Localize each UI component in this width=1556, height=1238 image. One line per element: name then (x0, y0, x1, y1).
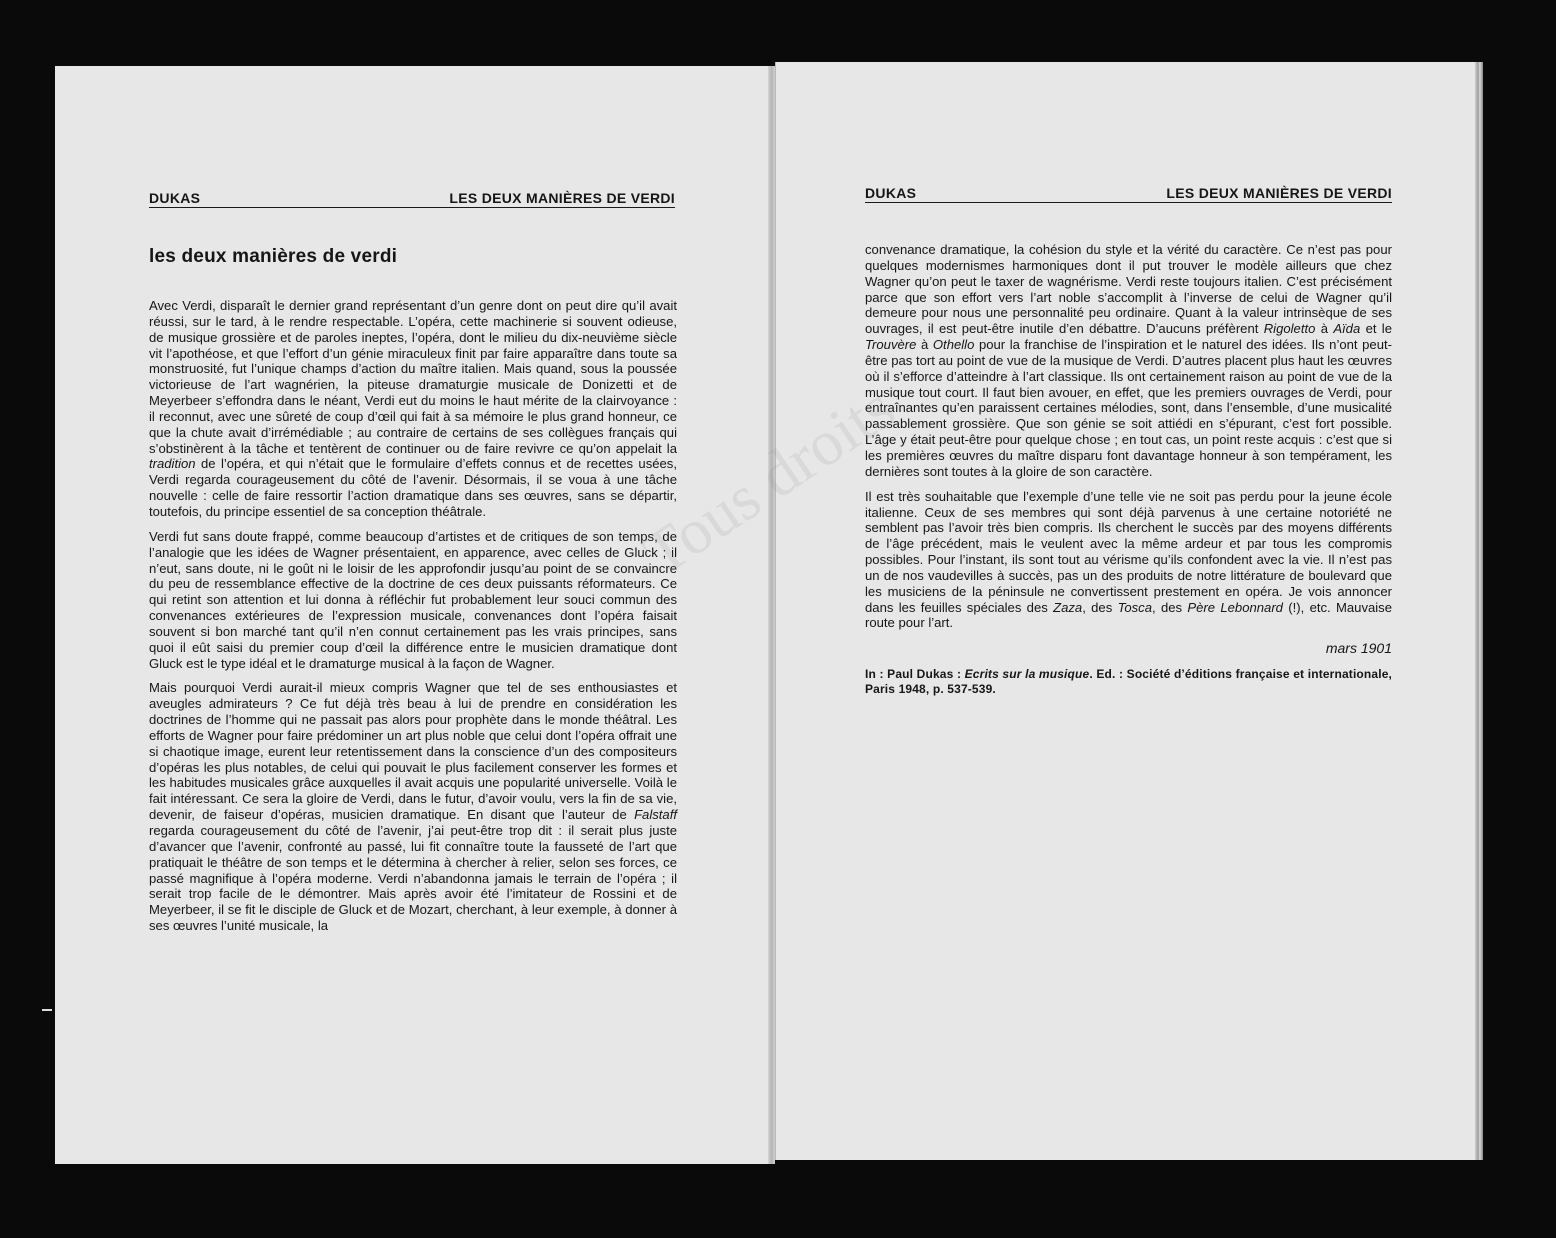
italic-title: Trouvère (865, 337, 917, 353)
text-run: (!), etc. Mauvaise route pour l’art. (865, 599, 1393, 631)
body-paragraph (865, 489, 1392, 632)
italic-title: Ecrits sur la musique (964, 667, 1090, 682)
italic-title: Aïda (1333, 321, 1361, 337)
header-author: DUKAS (149, 190, 201, 206)
body-paragraph (149, 680, 677, 934)
body-paragraph (865, 242, 1392, 480)
text-run: et le (1360, 321, 1392, 337)
italic-title: Père Lebonnard (1187, 599, 1283, 615)
text-run: . Ed. : Société d’éditions française et internationale, Paris 1948, p. 537-539. (865, 667, 1392, 696)
running-header (865, 185, 1392, 203)
article-body-continued (865, 242, 1392, 696)
text-run: Mais pourquoi Verdi aurait-il mieux compris Wagner que tel de ses enthousiastes et aveugles admirateurs ? Ce fut déjà très beau à lui de prendre en considération les doctrines de l’homme qui ne passait pas alors pour prophète dans le monde théâtral. Les efforts de Wagner pour faire prédominer un art plus noble que celui dont l’opéra offrait une si chaotique image, eurent leur retentissement dans la conscience d’un des compositeurs d’opéras les plus notables, de celui qui pouvait le plus facilement conserver les formes et les habitudes musicales grâce auxquelles il avait acquis une popularité universelle. Voilà le fait intéressant. Ce sera la gloire de Verdi, dans le futur, d’avoir voulu, vers la fin de sa vie, devenir, de faiseur d’opéras, musicien dramatique. En disant que l’auteur de (149, 680, 677, 823)
text-run: regarda courageusement du côté de l’avenir, j’ai peut-être trop dit : il serait plus juste d’avancer que l’avenir, confronté au passé, lui fit connaître toute la fausseté de l’art que pratiquait le théâtre de son temps et le détermina à chercher à relier, selon ses forces, ce passé magnifique à l’opéra moderne. Verdi n’abandonna jamais le terrain de l’opéra ; il serait trop facile de le démontrer. Mais après avoir été l’imitateur de Rossini et de Meyerbeer, il se fit le disciple de Gluck et de Mozart, cherchant, à leur exemple, à donner à ses œuvres l’unité musicale, la (149, 823, 677, 934)
text-run: à (1315, 321, 1334, 337)
article-title: les deux manières de verdi (149, 246, 398, 267)
text-run: , des (1152, 599, 1188, 615)
header-title: LES DEUX MANIÈRES DE VERDI (449, 190, 675, 206)
text-run: Avec Verdi, disparaît le dernier grand représentant d’un genre dont on peut dire qu’il avait réussi, sur le tard, à le rendre respectable. L’opéra, cette machinerie si souvent odieuse, de musique grossière et de paroles ineptes, l’opéra, dont le milieu du dix-neuvième siècle vit l’apothéose, et que l’effort d’un génie miraculeux finit par faire apparaître dans toute sa monstruosité, fut l’unique champs d’action du maître italien. Mais quand, sous la poussée victorieuse de l’art wagnérien, la piteuse dramaturgie musicale de Donizetti et de Meyerbeer s’effondra dans le néant, Verdi eut du moins le haut mérite de la clairvoyance : il reconnut, avec une sûreté de coup d’œil qui fait à sa mémoire le plus grand honneur, ce que la chute avait d’irrémédiable ; au contraire de certains de ses collègues français qui s’obstinèrent à la tâche et tentèrent de continuer ou de faire revivre ce qu’on appelait la (149, 298, 677, 456)
left-page (55, 66, 768, 1164)
body-paragraph (149, 529, 677, 672)
text-run: , des (1082, 599, 1118, 615)
page-edge (1475, 62, 1483, 1160)
text-run: pour la franchise de l’inspiration et le naturel des idées. Ils n’ont peut-être pas tort au point de vue de la musique de Verdi. D’autres placent plus haut les œuvres où il s’efforce d’atteindre à l’art classique. Ils ont certainement raison au point de vue de la musique tout court. Il faut bien avouer, en effet, que les premiers ouvrages de Verdi, pour entraînantes qu’en paraissent certaines mélodies, sont, dans l’ensemble, d’une musicalité passablement grossière. Que son génie se soit attiédi en s’épurant, c’est fort possible. L’âge y était peut-être pour quelque chose ; en tout cas, un point reste acquis : c’est que si les premières œuvres du maître disparu font davantage honneur à son tempérament, les dernières sont toutes à la gloire de son caractère. (865, 337, 1392, 479)
header-author: DUKAS (865, 185, 917, 201)
article-body (149, 298, 677, 943)
italic-title: Falstaff (634, 807, 677, 823)
text-run: In : Paul Dukas : (865, 667, 965, 682)
text-run: Verdi fut sans doute frappé, comme beaucoup d’artistes et de critiques de son temps, de l’analogie que les idées de Wagner présentaient, en apparence, avec celles de Gluck ; il n’eut, sans doute, ni le goût ni le loisir de les approfondir jusqu’au point de se convaincre du peu de ressemblance effective de la doctrine de ces deux puissants réformateurs. Ce qui retint son attention et lui donna à réfléchir fut probablement leur souci commun des convenances extérieures de l’expression musicale, convenances dont l’opéra faisait souvent si bon marché tant qu’il n’en connut certainement pas les vrais principes, sans quoi il eût saisi du premier coup d’œil la différence entre le musicien dramatique dont Gluck est le type idéal et le dramaturge musical à la façon de Wagner. (149, 528, 677, 671)
running-header (149, 190, 675, 208)
margin-mark (42, 1009, 52, 1011)
source-citation (865, 667, 1392, 696)
italic-title: Othello (932, 337, 975, 353)
text-run: Il est très souhaitable que l’exemple d’une telle vie ne soit pas perdu pour la jeune école italienne. Ceux de ses membres qui sont déjà parvenus à une certaine notoriété ne semblent pas l’avoir très bien compris. Ils cherchent le succès par des moyens différents de l’âge précédent, mais le veulent avec la même ardeur et par tous les compromis possibles. Pour l’instant, ils sont tout au vérisme qu’ils confondent avec la vie. Il n’est pas un de nos vaudevilles à succès, pas un des produits de notre littérature de boulevard que les musiciens de la péninsule ne convertissent prestement en opéra. Je vois annoncer dans les feuilles spéciales des (865, 488, 1392, 615)
italic-title: Tosca (1117, 599, 1153, 615)
body-paragraph (149, 298, 677, 520)
text-run: à (916, 337, 933, 353)
italic-title: Zaza (1053, 599, 1083, 615)
book-gutter (768, 66, 775, 1164)
text-run: convenance dramatique, la cohésion du style et la vérité du caractère. Ce n’est pas pour quelques modernismes harmoniques dont il put trouver le modèle ailleurs que chez Wagner qu’on peut le taxer de wagnérisme. Verdi reste toujours italien. C’est précisément parce que son effort vers l’art noble s’accomplit à l’inverse de celui de Wagner qu’il demeure pour nous une personnalité peu ordinaire. Quant à la valeur intrinsèque de ses ouvrages, il est peut-être inutile d’en débattre. D’aucuns préfèrent (865, 242, 1392, 337)
italic-title: Rigoletto (1263, 321, 1316, 337)
right-page (775, 62, 1476, 1160)
italic-title: tradition (149, 456, 196, 472)
body-paragraphs (865, 242, 1392, 631)
text-run: de l’opéra, et qui n’était que le formulaire d’effets connus et de recettes usées, Verdi regarda courageusement du côté de l’avenir. Désormais, il se voua à une tâche nouvelle : celle de faire ressortir l’action dramatique dans ses œuvres, sans se départir, toutefois, du principe essentiel de sa conception théâtrale. (149, 456, 677, 519)
header-title: LES DEUX MANIÈRES DE VERDI (1166, 185, 1392, 201)
article-date: mars 1901 (1325, 640, 1392, 657)
